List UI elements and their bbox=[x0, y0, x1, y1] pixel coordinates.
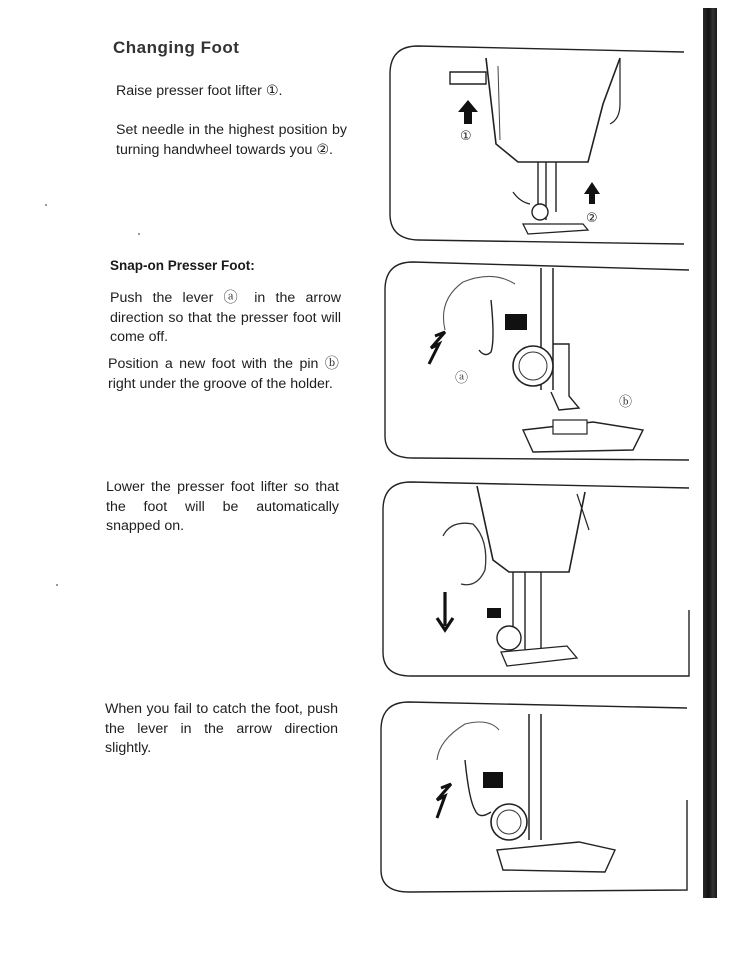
page-title: Changing Foot bbox=[113, 38, 240, 57]
scan-speck bbox=[45, 204, 47, 206]
figure-raise-lifter bbox=[388, 44, 688, 246]
instruction-push-lever: Push the lever ⓐ in the arrow direction so that the presser foot will come off. bbox=[110, 290, 341, 345]
instruction-fail-catch: When you fail to catch the foot, push the lever in the arrow direction slightly. bbox=[105, 701, 338, 756]
fig1-label-2: ② bbox=[586, 211, 598, 226]
figure-fail-catch bbox=[379, 700, 691, 896]
instruction-set-needle: Set needle in the highest position by turning handwheel towards you ②. bbox=[116, 122, 347, 158]
scan-speck bbox=[56, 584, 58, 586]
instruction-position-foot: Position a new foot with the pin ⓑ right under the groove of the holder. bbox=[108, 356, 339, 392]
fig2-label-a: ⓐ bbox=[455, 371, 469, 386]
scan-speck bbox=[138, 233, 140, 235]
instruction-lower-lifter: Lower the presser foot lifter so that the foot will be automatically snapped on. bbox=[106, 479, 339, 534]
figure-push-lever bbox=[383, 260, 693, 466]
fig1-label-1: ① bbox=[460, 129, 472, 144]
fig2-label-b: ⓑ bbox=[619, 395, 633, 410]
section-heading-snap-on: Snap-on Presser Foot: bbox=[110, 258, 255, 273]
figure-lower-lifter bbox=[381, 480, 693, 680]
instruction-raise-lifter: Raise presser foot lifter ①. bbox=[116, 83, 283, 99]
page-edge-shadow bbox=[703, 8, 717, 898]
